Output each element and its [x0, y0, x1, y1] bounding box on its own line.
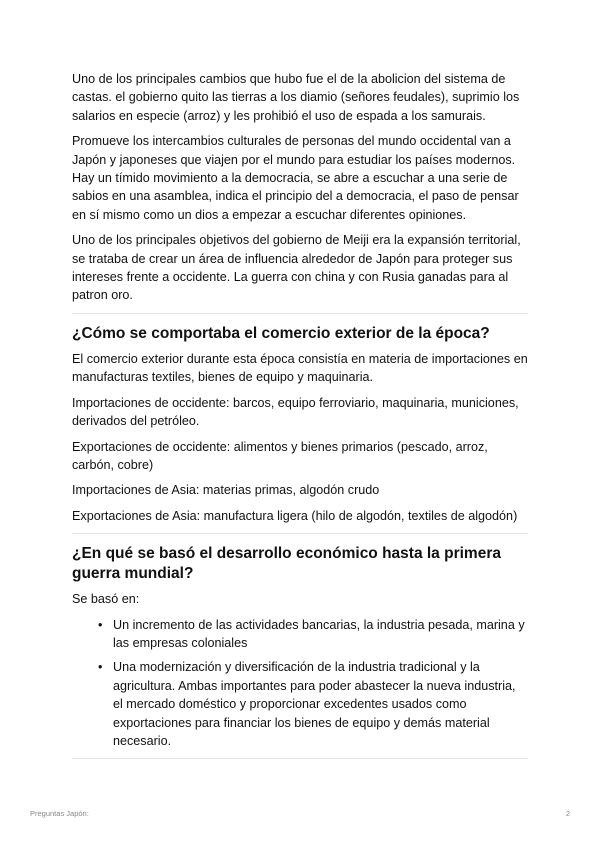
list-item: [72, 616, 528, 653]
paragraph: Importaciones de occidente: barcos, equipo ferroviario, maquinaria, municiones, derivados del petróleo.: [72, 395, 519, 429]
paragraph: El comercio exterior durante esta época consistía en materia de importaciones en manufacturas textiles, bienes de equipo y maquinaria.: [72, 351, 528, 385]
section-heading: ¿En qué se basó el desarrollo económico hasta la primera guerra mundial?: [72, 545, 501, 583]
list-item-text: Una modernización y diversificación de la industria tradicional y la agricultura. Ambas importantes para poder abastecer la nueva industria, el mercado doméstico y proporcionar excedentes usados como exportaciones para financiar los bienes de equipo y demás material necesario.: [113, 660, 516, 748]
footer-title: Preguntas Japón:: [30, 809, 89, 818]
paragraph-intercambios-culturales: Promueve los intercambios culturales de personas del mundo occidental van a Japón y japoneses que viajen por el mundo para estudiar los países modernos. Hay un tímido movimiento a la democracia, se abre a escuchar a una serie de sabios en una asamblea, indica el principio del a democracia, el paso de pensar en sí mismo como un dios a empezar a escuchar diferentes opiniones.: [72, 134, 519, 222]
list-item-text: Un incremento de las actividades bancarias, la industria pesada, marina y las empresas coloniales: [113, 617, 525, 650]
section-comercio-exterior: [72, 324, 528, 525]
bullet-icon: •: [98, 617, 103, 632]
paragraph: Exportaciones de occidente: alimentos y bienes primarios (pescado, arroz, carbón, cobre): [72, 439, 488, 472]
bullet-list: [72, 616, 528, 751]
section-divider: [72, 313, 528, 314]
paragraph-expansion-territorial: Uno de los principales objetivos del gobierno de Meiji era la expansión territorial, se trataba de crear un área de influencia alrededor de Japón para proteger sus intereses frente a occidente. La guerra con china y con Rusia ganadas para al patron oro.: [72, 233, 521, 303]
section-divider: [72, 533, 528, 534]
document-body: [72, 70, 528, 769]
paragraph: Importaciones de Asia: materias primas, algodón crudo: [72, 483, 380, 498]
section-desarrollo-economico: [72, 544, 528, 750]
page-number: 2: [565, 809, 570, 818]
bullet-icon: •: [98, 660, 103, 675]
section-heading: ¿Cómo se comportaba el comercio exterior de la época?: [72, 324, 490, 342]
paragraph: Exportaciones de Asia: manufactura ligera (hilo de algodón, textiles de algodón): [72, 508, 518, 523]
paragraph-abolicion-castas: Uno de los principales cambios que hubo fue el de la abolicion del sistema de castas. el gobierno quito las tierras a los diamio (señores feudales), suprimio los salarios en especie (arroz) y les prohibió el uso de espada a los samurais.: [72, 72, 520, 123]
list-item: [72, 658, 528, 750]
section-divider: [72, 758, 528, 759]
paragraph: Se basó en:: [72, 592, 140, 607]
